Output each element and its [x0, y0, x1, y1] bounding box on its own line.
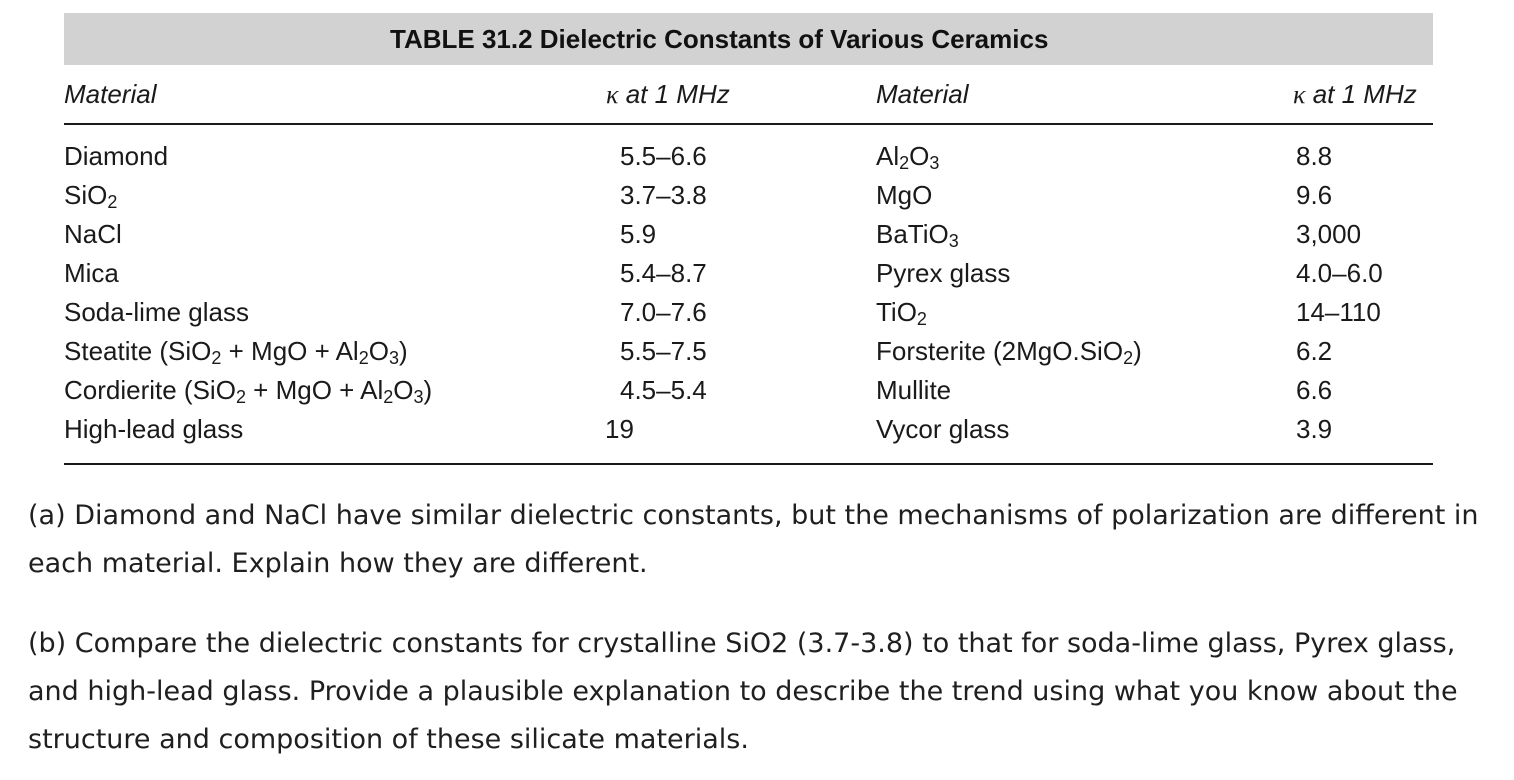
- subscript: 2: [899, 153, 910, 173]
- dielectric-table: [64, 13, 1433, 465]
- kappa-right-cell: 14–110: [1296, 297, 1381, 327]
- material-left-cell: [64, 375, 432, 405]
- material-left-cell: [64, 219, 122, 249]
- text-segment: Vycor glass: [876, 414, 1010, 444]
- kappa-right-cell: 4.0–6.0: [1296, 258, 1383, 288]
- kappa-symbol: κ: [606, 80, 619, 109]
- kappa-right-cell: 3,000: [1296, 219, 1362, 249]
- subscript: 2: [235, 387, 246, 407]
- material-right-cell: [876, 219, 959, 249]
- material-left-cell: [64, 414, 243, 444]
- text-segment: Diamond: [64, 141, 169, 171]
- text-segment: O: [368, 336, 389, 366]
- material-left-cell: [64, 297, 249, 327]
- material-left-cell: [64, 141, 168, 171]
- text-segment: ): [1133, 336, 1142, 366]
- subscript: 2: [211, 348, 222, 368]
- kappa-right-cell: 9.6: [1296, 180, 1333, 210]
- table-row: [64, 295, 1433, 334]
- text-segment: TiO: [876, 297, 917, 327]
- text-segment: Pyrex glass: [876, 258, 1011, 288]
- text-segment: ): [398, 336, 408, 366]
- subscript: 2: [1123, 348, 1134, 368]
- kappa-unit: at 1 MHz: [1305, 79, 1417, 109]
- subscript: 3: [929, 153, 940, 173]
- subscript: 3: [948, 231, 959, 251]
- table-header: [64, 65, 1433, 125]
- kappa-right-cell: 6.2: [1296, 336, 1333, 366]
- header-material-left: Material: [64, 79, 157, 109]
- text-segment: High-lead glass: [64, 414, 244, 444]
- material-left-cell: [64, 258, 119, 288]
- question-a: (a) Diamond and NaCl have similar dielectric constants, but the mechanisms of polarization are different in each material. Explain how they are different.: [28, 500, 1479, 579]
- subscript: 2: [358, 348, 369, 368]
- header-kappa-left: [606, 79, 730, 110]
- subscript: 2: [916, 309, 927, 329]
- table-row: [64, 178, 1433, 217]
- text-segment: Mica: [64, 258, 119, 288]
- subscript: 2: [107, 192, 118, 212]
- text-segment: MgO: [876, 180, 933, 210]
- kappa-left-cell: 19: [605, 414, 634, 444]
- text-segment: + MgO + Al: [245, 375, 384, 405]
- material-right-cell: [876, 180, 932, 210]
- table-row: [64, 373, 1433, 412]
- kappa-right-cell: 6.6: [1296, 375, 1333, 405]
- table-row: [64, 412, 1433, 451]
- kappa-symbol: κ: [1293, 80, 1306, 109]
- kappa-unit: at 1 MHz: [618, 79, 730, 109]
- kappa-left-cell: 3.7–3.8: [620, 180, 707, 210]
- question-b: (b) Compare the dielectric constants for crystalline SiO2 (3.7-3.8) to that for soda-lime glass, Pyrex glass, and high-lead glass. Provide a plausible explanation to describe the trend using what you know about the structure and composition of these silicate materials.: [28, 628, 1458, 755]
- material-left-cell: [64, 336, 408, 366]
- subscript: 3: [388, 348, 399, 368]
- text-segment: O: [393, 375, 414, 405]
- kappa-left-cell: 7.0–7.6: [620, 297, 707, 327]
- kappa-left-cell: 5.5–6.6: [620, 141, 707, 171]
- material-right-cell: [876, 258, 1010, 288]
- kappa-left-cell: 4.5–5.4: [620, 375, 707, 405]
- material-right-cell: [876, 375, 951, 405]
- material-right-cell: [876, 414, 1009, 444]
- text-segment: Al: [876, 141, 900, 171]
- table-row: [64, 334, 1433, 373]
- table-row: [64, 217, 1433, 256]
- text-segment: BaTiO: [876, 219, 949, 249]
- header-kappa-right: [1293, 79, 1417, 110]
- kappa-left-cell: 5.9: [620, 219, 657, 249]
- material-left-cell: [64, 180, 117, 210]
- text-segment: Forsterite (2MgO.SiO: [876, 336, 1124, 366]
- material-right-cell: [876, 297, 927, 327]
- subscript: 2: [383, 387, 394, 407]
- kappa-right-cell: 3.9: [1296, 414, 1333, 444]
- text-segment: Soda-lime glass: [64, 297, 249, 327]
- text-segment: + MgO + Al: [221, 336, 359, 366]
- table-row: [64, 256, 1433, 295]
- text-segment: Mullite: [876, 375, 952, 405]
- table-row: [64, 139, 1433, 178]
- kappa-left-cell: 5.4–8.7: [620, 258, 707, 288]
- text-segment: ): [423, 375, 433, 405]
- material-right-cell: [876, 141, 939, 171]
- material-right-cell: [876, 336, 1142, 366]
- table-caption: TABLE 31.2 Dielectric Constants of Various Ceramics: [64, 13, 1433, 65]
- text-segment: O: [909, 141, 930, 171]
- text-segment: NaCl: [64, 219, 122, 249]
- text-segment: Cordierite (SiO: [64, 375, 236, 405]
- kappa-left-cell: 5.5–7.5: [620, 336, 707, 366]
- table-body: [64, 125, 1433, 465]
- header-material-right: Material: [876, 79, 969, 109]
- text-segment: SiO: [64, 180, 108, 210]
- kappa-right-cell: 8.8: [1296, 141, 1333, 171]
- subscript: 3: [413, 387, 424, 407]
- text-segment: Steatite (SiO: [64, 336, 212, 366]
